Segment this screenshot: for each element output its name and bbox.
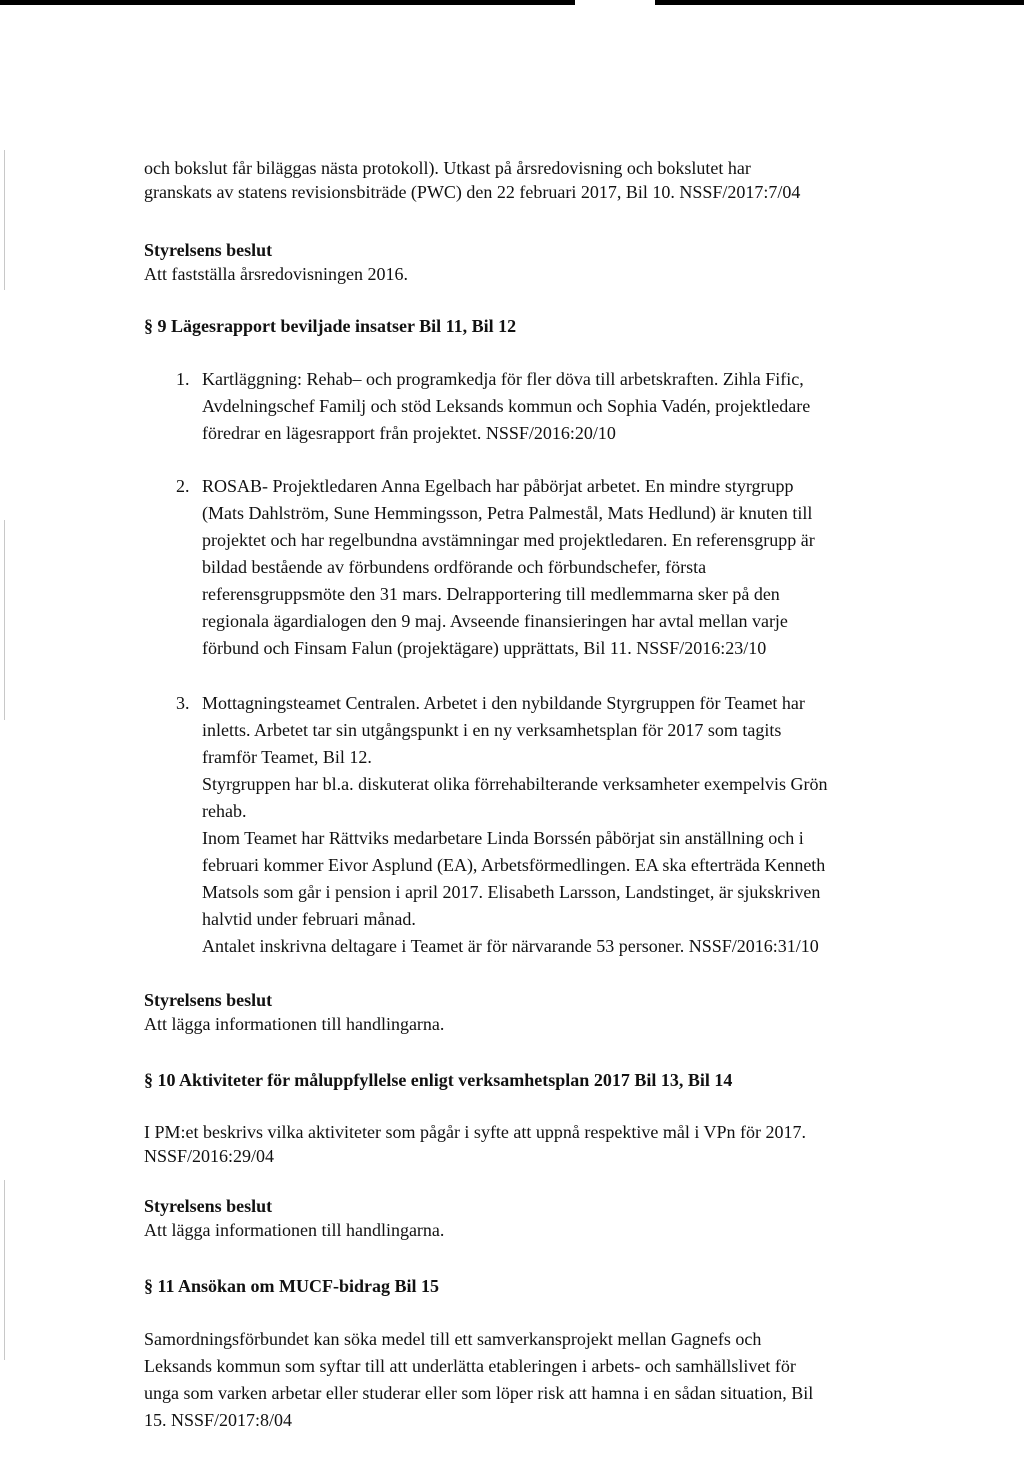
text-line: Styrgruppen har bl.a. diskuterat olika förrehabilterande verksamheter exempelvis Grön	[202, 774, 828, 794]
text-line: rehab.	[202, 801, 247, 821]
text-line: unga som varken arbetar eller studerar eller som löper risk att hamna i en sådan situation, Bil	[144, 1383, 814, 1403]
section-heading: § 9 Lägesrapport beviljade insatser Bil 11, Bil 12	[144, 316, 517, 336]
text-line: framför Teamet, Bil 12.	[202, 747, 372, 767]
list-item	[144, 690, 884, 960]
item-number: 3.	[176, 693, 190, 713]
decision-text: Att fastställa årsredovisningen 2016.	[144, 264, 408, 284]
text-line: bildad bestående av förbundens ordförande och förbundschefer, första	[202, 557, 707, 577]
text-line: granskats av statens revisionsbiträde (PWC) den 22 februari 2017, Bil 10. NSSF/2017:7/04	[144, 182, 801, 202]
text-line: februari kommer Eivor Asplund (EA), Arbetsförmedlingen. EA ska efterträda Kenneth	[202, 855, 826, 875]
section-paragraph	[144, 1326, 884, 1434]
text-line: Antalet inskrivna deltagare i Teamet är för närvarande 53 personer. NSSF/2016:31/10	[202, 936, 819, 956]
item-number: 2.	[176, 476, 190, 496]
intro-paragraph	[144, 156, 884, 204]
section-paragraph	[144, 1120, 884, 1168]
list-item	[144, 473, 884, 662]
text-line: föredrar en lägesrapport från projektet. NSSF/2016:20/10	[202, 423, 616, 443]
text-line: Samordningsförbundet kan söka medel till ett samverkansprojekt mellan Gagnefs och	[144, 1329, 762, 1349]
text-line: och bokslut får biläggas nästa protokoll). Utkast på årsredovisning och bokslutet har	[144, 158, 751, 178]
decision-heading: Styrelsens beslut	[144, 240, 273, 260]
document-body	[144, 156, 884, 1434]
text-line: Matsols som går i pension i april 2017. Elisabeth Larsson, Landstinget, är sjukskriven	[202, 882, 821, 902]
text-line: halvtid under februari månad.	[202, 909, 416, 929]
text-line: Mottagningsteamet Centralen. Arbetet i den nybildande Styrgruppen för Teamet har	[202, 693, 805, 713]
status-report-list	[144, 366, 884, 960]
item-number: 1.	[176, 369, 190, 389]
text-line: Avdelningschef Familj och stöd Leksands kommun och Sophia Vadén, projektledare	[202, 396, 811, 416]
scan-left-edge	[4, 1180, 5, 1360]
text-line: ROSAB- Projektledaren Anna Egelbach har påbörjat arbetet. En mindre styrgrupp	[202, 476, 794, 496]
text-line: (Mats Dahlström, Sune Hemmingsson, Petra Palmestål, Mats Hedlund) är knuten till	[202, 503, 813, 523]
scan-left-edge	[4, 520, 5, 720]
decision-text: Att lägga informationen till handlingarna.	[144, 1014, 445, 1034]
text-line: Inom Teamet har Rättviks medarbetare Linda Borssén påbörjat sin anställning och i	[202, 828, 804, 848]
board-decision	[144, 238, 884, 286]
text-line: inletts. Arbetet tar sin utgångspunkt i en ny verksamhetsplan för 2017 som tagits	[202, 720, 782, 740]
text-line: regionala ägardialogen den 9 maj. Avseende finansieringen har avtal mellan varje	[202, 611, 788, 631]
text-line: Leksands kommun som syftar till att underlätta etableringen i arbets- och samhällslivet för	[144, 1356, 796, 1376]
text-line: projektet och har regelbundna avstämningar med projektledaren. En referensgrupp är	[202, 530, 815, 550]
scan-top-border-left	[0, 0, 575, 5]
text-line: referensgruppsmöte den 31 mars. Delrapportering till medlemmarna sker på den	[202, 584, 780, 604]
text-line: I PM:et beskrivs vilka aktiviteter som pågår i syfte att uppnå respektive mål i VPn för 2017.	[144, 1122, 807, 1142]
board-decision	[144, 988, 884, 1036]
section-heading: § 11 Ansökan om MUCF-bidrag Bil 15	[144, 1276, 440, 1296]
scan-top-border-right	[655, 0, 1024, 5]
text-line: förbund och Finsam Falun (projektägare) upprättats, Bil 11. NSSF/2016:23/10	[202, 638, 767, 658]
text-line: Kartläggning: Rehab– och programkedja för fler döva till arbetskraften. Zihla Fific,	[202, 369, 804, 389]
section-heading: § 10 Aktiviteter för måluppfyllelse enligt verksamhetsplan 2017 Bil 13, Bil 14	[144, 1070, 733, 1090]
text-line: NSSF/2016:29/04	[144, 1146, 275, 1166]
text-line: 15. NSSF/2017:8/04	[144, 1410, 293, 1430]
decision-heading: Styrelsens beslut	[144, 1196, 273, 1216]
scan-left-edge	[4, 150, 5, 290]
board-decision	[144, 1194, 884, 1242]
decision-heading: Styrelsens beslut	[144, 990, 273, 1010]
decision-text: Att lägga informationen till handlingarna.	[144, 1220, 445, 1240]
list-item	[144, 366, 884, 447]
